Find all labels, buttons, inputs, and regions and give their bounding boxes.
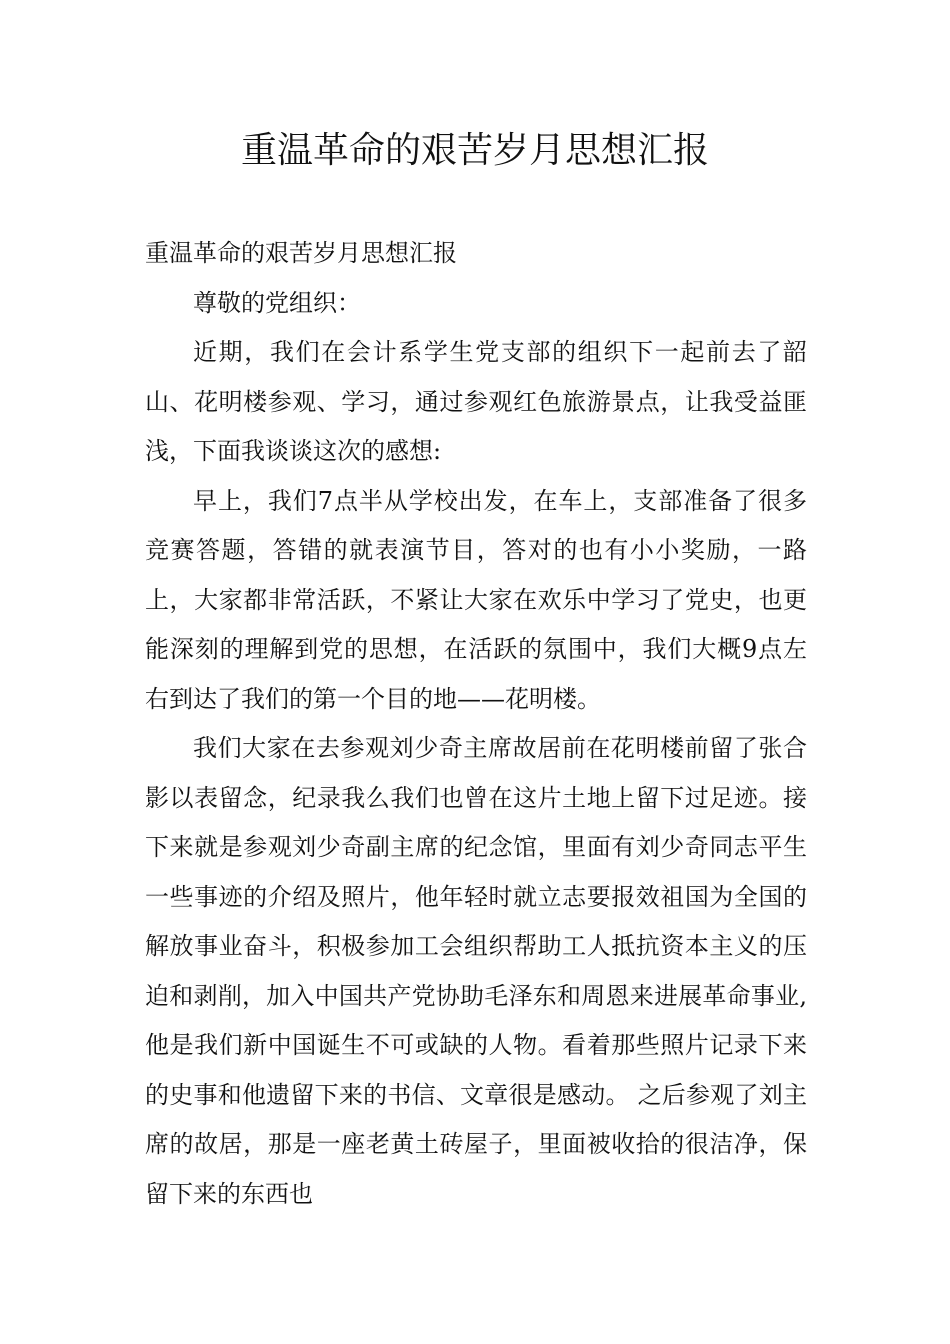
document-body bbox=[145, 229, 807, 1219]
paragraph-heading: 重温革命的艰苦岁月思想汇报 bbox=[145, 239, 457, 267]
paragraph: 我们大家在去参观刘少奇主席故居前在花明楼前留了张合影以表留念，纪录我么我们也曾在这片土地上留下过足迹。接下来就是参观刘少奇副主席的纪念馆，里面有刘少奇同志平生一些事迹的介绍及照片，他年轻时就立志要报效祖国为全国的解放事业奋斗，积极参加工会组织帮助工人抵抗资本主义的压迫和剥削，加入中国共产党协助毛泽东和周恩来进展革命事业,他是我们新中国诞生不可或缺的人物。看着那些照片记录下来的史事和他遗留下来的书信、文章很是感动。 之后参观了刘主席的故居，那是一座老黄土砖屋子，里面被收拾的很洁净，保留下来的东西也 bbox=[145, 734, 807, 1208]
paragraph: 近期，我们在会计系学生党支部的组织下一起前去了韶山、花明楼参观、学习，通过参观红色旅游景点，让我受益匪浅，下面我谈谈这次的感想: bbox=[145, 338, 807, 465]
paragraph: 早上，我们7点半从学校出发，在车上，支部准备了很多竞赛答题，答错的就表演节目，答对的也有小小奖励，一路上，大家都非常活跃，不紧让大家在欢乐中学习了党史，也更能深刻的理解到党的思想，在活跃的氛围中，我们大概9点左右到达了我们的第一个目的地——花明楼。 bbox=[145, 486, 807, 713]
document-title: 重温革命的艰苦岁月思想汇报 bbox=[240, 130, 709, 171]
paragraph-salutation: 尊敬的党组织： bbox=[193, 288, 361, 317]
